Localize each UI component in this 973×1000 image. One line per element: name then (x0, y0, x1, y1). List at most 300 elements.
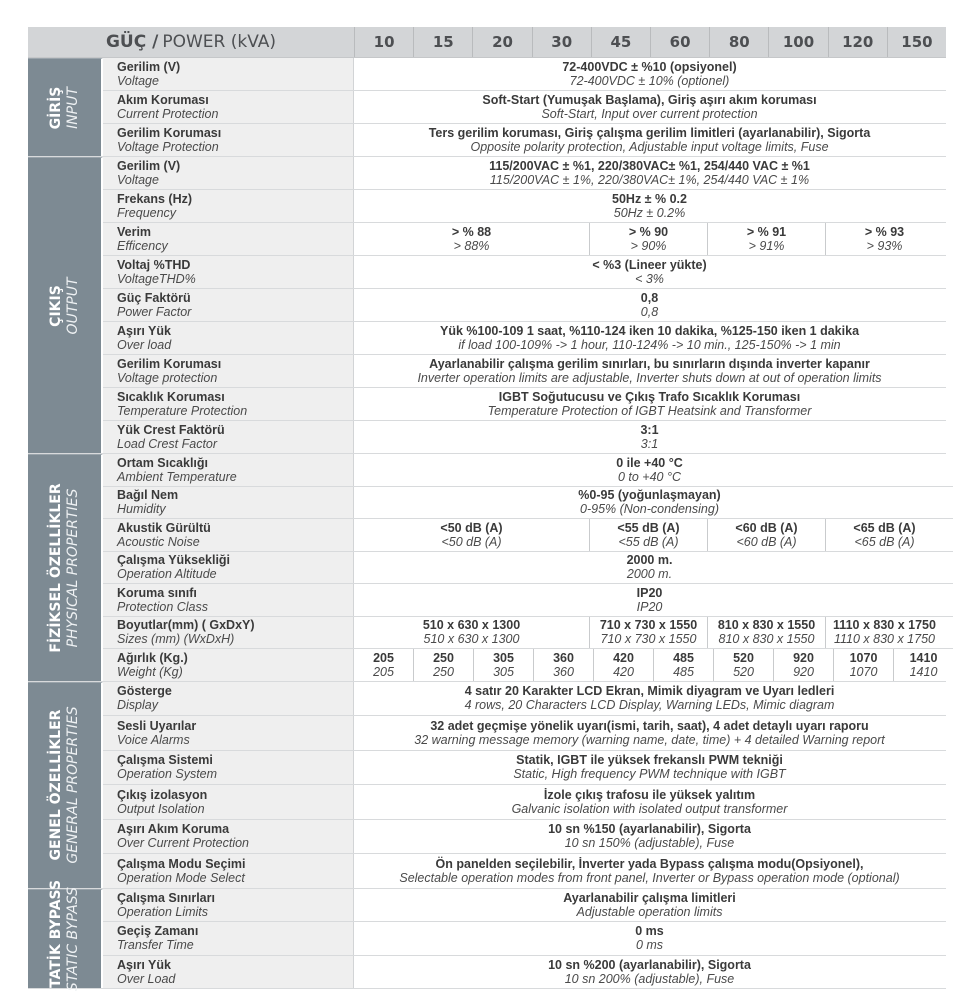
spec-row (103, 454, 953, 486)
spec-value-tr: 485 (673, 650, 694, 665)
spec-value-en: 32 warning message memory (warning name, date, time) + 4 detailed Warning report (414, 732, 885, 747)
spec-values (354, 584, 953, 616)
power-column-header: 80 (709, 27, 768, 57)
spec-values (354, 751, 946, 785)
section-title-en: INPUT (64, 86, 81, 129)
spec-label-tr: Çalışma Sistemi (117, 753, 213, 768)
spec-value-tr: IGBT Soğutucusu ve Çıkış Trafo Sıcaklık Koruması (498, 390, 801, 404)
spec-value-cell (833, 649, 893, 681)
spec-label (103, 124, 354, 156)
spec-values (354, 854, 946, 888)
section-title (48, 86, 82, 129)
spec-label (103, 716, 354, 750)
spec-value-en: <60 dB (A) (736, 534, 797, 549)
spec-values (354, 454, 953, 486)
spec-row (103, 715, 946, 750)
spec-value-tr: Ön panelden seçilebilir, İnverter yada Bypass çalışma modu(Opsiyonel), (435, 856, 864, 871)
spec-value-tr: 710 x 730 x 1550 (599, 618, 698, 633)
spec-table (28, 27, 946, 998)
spec-value-tr: 50Hz ± % 0.2 (612, 192, 687, 206)
spec-label-tr: Çıkış izolasyon (117, 787, 208, 802)
spec-row (103, 420, 946, 453)
spec-value-tr: Statik, IGBT ile yüksek frekanslı PWM tekniği (516, 753, 783, 768)
spec-value-tr: 1410 (909, 650, 938, 665)
spec-value-tr: 520 (733, 650, 754, 665)
spec-value-cell (589, 617, 707, 649)
spec-value-cell (354, 584, 945, 616)
spec-row (103, 682, 946, 716)
spec-value-en: < 3% (635, 272, 664, 286)
spec-value-cell (825, 617, 943, 649)
spec-label-en: Load Crest Factor (117, 437, 218, 451)
spec-row (103, 90, 946, 123)
spec-value-tr: 250 (433, 650, 454, 665)
section-title-en: GENERAL PROPERTIES (64, 706, 81, 864)
spec-value-en: <65 dB (A) (854, 534, 915, 549)
spec-label-tr: Frekans (Hz) (117, 192, 193, 206)
spec-value-en: <50 dB (A) (441, 534, 502, 549)
spec-label (103, 617, 354, 649)
section-output (28, 157, 946, 454)
spec-label-tr: Ağırlık (Kg.) (117, 650, 188, 665)
spec-value-tr: <55 dB (A) (617, 520, 680, 535)
section-title-en: STATIC BYPASS (64, 886, 81, 991)
spec-label-en: Humidity (117, 502, 166, 517)
spec-row (103, 58, 946, 90)
spec-value-en: IP20 (636, 599, 663, 614)
spec-label-en: Weight (Kg) (117, 664, 183, 679)
spec-values (354, 785, 946, 819)
spec-label (103, 223, 354, 255)
spec-label-en: Over load (117, 338, 172, 352)
power-column-header: 20 (472, 27, 531, 57)
spec-label-tr: Aşırı Yük (117, 957, 171, 972)
spec-label (103, 256, 354, 288)
spec-value-en: Soft-Start, Input over current protection (541, 107, 758, 121)
spec-row (103, 819, 946, 854)
spec-label (103, 552, 354, 584)
spec-value-cell (354, 519, 589, 551)
spec-value-cell (354, 649, 413, 681)
spec-value-en: 0 to +40 °C (617, 469, 682, 484)
spec-label-tr: Sesli Uyarılar (117, 718, 197, 733)
spec-value-cell (354, 889, 945, 922)
spec-value-tr: 0 ile +40 °C (616, 455, 683, 470)
spec-value-en: 1110 x 830 x 1750 (833, 632, 935, 647)
spec-value-en: 50Hz ± 0.2% (613, 206, 686, 220)
spec-value-cell (354, 322, 945, 354)
spec-label-en: Temperature Protection (117, 404, 248, 418)
spec-value-cell (773, 649, 833, 681)
spec-values (354, 388, 946, 420)
spec-value-en: 1410 (909, 664, 938, 679)
spec-label (103, 322, 354, 354)
spec-values (354, 190, 946, 222)
spec-value-en: 510 x 630 x 1300 (423, 632, 520, 647)
spec-value-cell (825, 223, 943, 255)
spec-label-tr: Akım Koruması (117, 93, 209, 107)
spec-values (354, 256, 946, 288)
spec-row (103, 583, 953, 616)
section-input (28, 58, 946, 157)
spec-row (103, 518, 953, 551)
spec-value-cell (354, 124, 945, 156)
spec-row (103, 387, 946, 420)
spec-value-cell (707, 519, 825, 551)
spec-value-tr: 420 (613, 650, 634, 665)
spec-value-tr: Ayarlanabilir çalışma gerilim sınırları, bu sınırların dışında inverter kapanır (429, 357, 870, 371)
spec-value-en: 0-95% (Non-condensing) (580, 502, 719, 517)
spec-label-en: Voltage (117, 74, 159, 88)
spec-value-en: > 90% (630, 239, 667, 253)
power-header-title (28, 27, 354, 57)
spec-value-cell (413, 649, 473, 681)
power-column-header: 45 (591, 27, 650, 57)
spec-value-cell (354, 223, 589, 255)
spec-label-en: Efficency (117, 239, 168, 253)
spec-label-tr: Sıcaklık Koruması (117, 390, 225, 404)
spec-label-en: Operation Limits (117, 904, 209, 919)
spec-label (103, 889, 354, 922)
spec-label-tr: Gerilim Koruması (117, 357, 222, 371)
spec-value-cell (354, 190, 945, 222)
spec-value-en: 2000 m. (626, 567, 673, 582)
spec-row (103, 648, 953, 681)
spec-value-en: 10 sn 150% (adjustable), Fuse (564, 836, 735, 851)
spec-value-tr: 0 ms (635, 924, 664, 939)
section-title (48, 706, 82, 863)
spec-value-tr: İzole çıkış trafosu ile yüksek yalıtım (543, 787, 756, 802)
spec-label (103, 157, 354, 189)
power-title-tr: GÜÇ / (105, 32, 159, 52)
spec-label-tr: Akustik Gürültü (117, 520, 211, 535)
spec-value-en: 3:1 (640, 437, 659, 451)
spec-value-cell (354, 682, 945, 716)
spec-value-en: 10 sn 200% (adjustable), Fuse (564, 971, 735, 986)
spec-label-en: Protection Class (117, 599, 209, 614)
spec-value-tr: 4 satır 20 Karakter LCD Ekran, Mimik diyagram ve Uyarı ledleri (464, 684, 835, 699)
spec-row (103, 750, 946, 785)
power-column-header: 60 (650, 27, 709, 57)
spec-value-tr: > % 88 (451, 225, 492, 239)
spec-label-en: Acoustic Noise (117, 534, 200, 549)
spec-label-tr: Gerilim (V) (117, 159, 181, 173)
spec-value-tr: <50 dB (A) (440, 520, 503, 535)
spec-label-tr: Aşırı Akım Koruma (117, 822, 230, 837)
spec-value-cell (354, 716, 945, 750)
spec-value-en: 710 x 730 x 1550 (600, 632, 697, 647)
spec-values (354, 922, 946, 955)
section-physical (28, 454, 946, 682)
spec-label-en: Over Current Protection (117, 836, 249, 851)
spec-value-tr: 360 (553, 650, 574, 665)
spec-label (103, 584, 354, 616)
spec-label (103, 519, 354, 551)
spec-label-tr: Çalışma Yüksekliği (117, 553, 231, 568)
spec-values (354, 820, 946, 854)
spec-values (354, 322, 946, 354)
spec-label (103, 956, 354, 989)
spec-values (354, 649, 953, 681)
spec-value-tr: %0-95 (yoğunlaşmayan) (578, 488, 721, 503)
spec-label-en: Operation Mode Select (117, 870, 245, 885)
section-title-tr: STATİK BYPASS (47, 879, 64, 998)
spec-label (103, 289, 354, 321)
spec-value-en: 420 (613, 664, 634, 679)
spec-label-tr: Gerilim (V) (117, 60, 181, 74)
spec-value-en: > 88% (453, 239, 490, 253)
spec-values (354, 289, 946, 321)
spec-value-cell (593, 649, 653, 681)
spec-value-cell (653, 649, 713, 681)
spec-label (103, 854, 354, 888)
spec-value-cell (354, 487, 945, 519)
power-column-header: 150 (887, 27, 946, 57)
spec-row (103, 955, 946, 989)
spec-value-tr: <65 dB (A) (853, 520, 916, 535)
power-column-header: 30 (532, 27, 591, 57)
spec-value-en: 305 (493, 664, 514, 679)
spec-values (354, 617, 953, 649)
section-bypass (28, 879, 946, 998)
spec-value-cell (707, 223, 825, 255)
spec-label (103, 190, 354, 222)
spec-value-tr: Soft-Start (Yumuşak Başlama), Giriş aşırı akım koruması (482, 93, 817, 107)
spec-value-cell (354, 157, 945, 189)
spec-values (354, 956, 946, 989)
spec-values (354, 223, 946, 255)
spec-value-tr: 810 x 830 x 1550 (717, 618, 816, 633)
power-column-header: 100 (768, 27, 827, 57)
spec-label (103, 649, 354, 681)
spec-value-cell (354, 820, 945, 854)
spec-label-tr: Gerilim Koruması (117, 126, 222, 140)
spec-value-tr: > % 93 (864, 225, 905, 239)
spec-label (103, 454, 354, 486)
spec-label-tr: Aşırı Yük (117, 324, 171, 338)
spec-values (354, 157, 946, 189)
spec-label-en: Output Isolation (117, 801, 205, 816)
spec-value-tr: 1110 x 830 x 1750 (833, 618, 936, 633)
spec-value-cell (354, 388, 945, 420)
spec-value-en: Static, High frequency PWM technique with IGBT (513, 767, 786, 782)
spec-value-tr: Ayarlanabilir çalışma limitleri (563, 890, 736, 905)
spec-value-tr: 305 (493, 650, 514, 665)
spec-value-cell (354, 956, 945, 989)
power-columns (354, 27, 946, 57)
spec-label-tr: Yük Crest Faktörü (117, 423, 225, 437)
spec-label-en: Voltage Protection (117, 140, 219, 154)
spec-row (103, 853, 946, 888)
spec-values (354, 91, 946, 123)
spec-value-tr: 72-400VDC ± %10 (opsiyonel) (562, 60, 737, 74)
power-column-header: 10 (354, 27, 413, 57)
spec-value-tr: Yük %100-109 1 saat, %110-124 iken 10 dakika, %125-150 iken 1 dakika (439, 324, 860, 338)
spec-value-en: 205 (373, 664, 394, 679)
spec-value-en: 0 ms (635, 938, 664, 953)
spec-value-tr: 32 adet geçmişe yönelik uyarı(ismi, tarih, saat), 4 adet detaylı uyarı raporu (430, 718, 869, 733)
spec-values (354, 487, 953, 519)
spec-row (103, 551, 953, 584)
spec-value-tr: > % 90 (628, 225, 669, 239)
spec-value-cell (354, 552, 945, 584)
spec-value-tr: < %3 (Lineer yükte) (592, 258, 707, 272)
spec-value-en: Temperature Protection of IGBT Heatsink and Transformer (487, 404, 812, 418)
spec-row (103, 784, 946, 819)
spec-value-tr: 10 sn %150 (ayarlanabilir), Sigorta (548, 822, 751, 837)
spec-value-cell (354, 421, 945, 453)
spec-values (354, 682, 946, 716)
spec-row (103, 189, 946, 222)
spec-value-en: 520 (733, 664, 754, 679)
spec-label-tr: Geçiş Zamanı (117, 924, 199, 939)
spec-row (103, 354, 946, 387)
spec-value-cell (589, 223, 707, 255)
spec-values (354, 552, 953, 584)
spec-value-en: > 91% (748, 239, 785, 253)
spec-values (354, 716, 946, 750)
spec-label-en: Voltage (117, 173, 159, 187)
spec-row (103, 288, 946, 321)
power-title-en: POWER (kVA) (162, 32, 277, 52)
spec-label-en: VoltageTHD% (117, 272, 196, 286)
spec-label-tr: Çalışma Modu Seçimi (117, 856, 246, 871)
spec-value-en: 485 (673, 664, 694, 679)
spec-label-tr: Güç Faktörü (117, 291, 191, 305)
spec-value-tr: <60 dB (A) (735, 520, 798, 535)
spec-value-cell (473, 649, 533, 681)
spec-value-cell (589, 519, 707, 551)
spec-value-en: if load 100-109% -> 1 hour, 110-124% -> 10 min., 125-150% -> 1 min (458, 338, 841, 352)
section-title (48, 880, 82, 998)
spec-label-en: Display (117, 698, 158, 713)
spec-value-cell (354, 58, 945, 90)
spec-value-en: Opposite polarity protection, Adjustable input voltage limits, Fuse (470, 140, 829, 154)
spec-label (103, 58, 354, 90)
spec-value-en: 920 (793, 664, 814, 679)
spec-value-cell (707, 617, 825, 649)
spec-value-tr: 0,8 (640, 291, 659, 305)
spec-value-cell (354, 256, 945, 288)
spec-label-en: Power Factor (117, 305, 192, 319)
spec-label-tr: Çalışma Sınırları (117, 890, 215, 905)
section-title-tr: GENEL ÖZELLİKLER (47, 709, 64, 861)
section-label-output (28, 157, 103, 453)
spec-label-en: Voice Alarms (117, 732, 190, 747)
spec-values (354, 519, 953, 551)
spec-label-en: Voltage protection (117, 371, 218, 385)
spec-row (103, 255, 946, 288)
spec-label-en: Current Protection (117, 107, 219, 121)
spec-value-en: <55 dB (A) (618, 534, 679, 549)
section-title-tr: FİZİKSEL ÖZELLİKLER (47, 483, 64, 653)
section-title-en: OUTPUT (64, 276, 81, 335)
spec-row (103, 616, 953, 649)
spec-label (103, 421, 354, 453)
spec-label-tr: Boyutlar(mm) ( GxDxY) (117, 618, 255, 633)
spec-row (103, 486, 953, 519)
spec-value-cell (354, 355, 945, 387)
spec-value-cell (354, 454, 945, 486)
spec-values (354, 889, 946, 922)
spec-label-en: Sizes (mm) (WxDxH) (117, 632, 235, 647)
spec-label (103, 388, 354, 420)
spec-label (103, 487, 354, 519)
spec-values (354, 421, 946, 453)
spec-label (103, 355, 354, 387)
power-column-header: 15 (413, 27, 472, 57)
spec-value-tr: IP20 (636, 585, 663, 600)
spec-label-tr: Voltaj %THD (117, 258, 191, 272)
spec-value-en: 4 rows, 20 Characters LCD Display, Warning LEDs, Mimic diagram (464, 698, 835, 713)
spec-value-tr: > % 91 (746, 225, 787, 239)
section-title-tr: ÇIKIŞ (47, 284, 64, 327)
spec-label (103, 820, 354, 854)
spec-value-cell (354, 785, 945, 819)
spec-value-en: Galvanic isolation with isolated output transformer (511, 801, 788, 816)
spec-row (103, 889, 946, 922)
spec-value-en: 72-400VDC ± 10% (optionel) (569, 74, 730, 88)
section-label-physical (28, 454, 103, 681)
section-title-en: PHYSICAL PROPERTIES (64, 488, 81, 648)
spec-value-tr: 920 (793, 650, 814, 665)
section-title (48, 277, 82, 334)
spec-value-cell (354, 854, 945, 888)
section-label-input (28, 58, 103, 156)
spec-value-en: Inverter operation limits are adjustable, Inverter shuts down at out of operation limits (417, 371, 882, 385)
power-column-header: 120 (828, 27, 887, 57)
spec-values (354, 124, 946, 156)
spec-value-cell (825, 519, 943, 551)
spec-label-en: Ambient Temperature (117, 469, 237, 484)
spec-value-cell (354, 289, 945, 321)
spec-value-en: Selectable operation modes from front panel, Inverter or Bypass operation mode (optional) (399, 870, 900, 885)
spec-row (103, 222, 946, 255)
spec-value-tr: 1070 (849, 650, 878, 665)
spec-value-tr: 510 x 630 x 1300 (422, 618, 521, 633)
spec-value-tr: 2000 m. (626, 553, 673, 568)
spec-value-en: 250 (433, 664, 454, 679)
spec-value-tr: 115/200VAC ± %1, 220/380VAC± %1, 254/440 VAC ± %1 (489, 159, 810, 173)
spec-label (103, 91, 354, 123)
section-title (48, 483, 82, 652)
spec-value-en: 360 (553, 664, 574, 679)
spec-value-cell (893, 649, 953, 681)
spec-value-cell (354, 617, 589, 649)
section-label-bypass (28, 879, 103, 998)
spec-label-tr: Bağıl Nem (117, 488, 179, 503)
spec-label-en: Operation Altitude (117, 567, 217, 582)
spec-label (103, 785, 354, 819)
section-general (28, 682, 946, 889)
spec-label-tr: Gösterge (117, 684, 172, 699)
spec-row (103, 157, 946, 189)
section-label-general (28, 682, 103, 888)
spec-value-cell (533, 649, 593, 681)
spec-values (354, 58, 946, 90)
spec-label-tr: Ortam Sıcaklığı (117, 455, 209, 470)
spec-value-en: 115/200VAC ± 1%, 220/380VAC± 1%, 254/440 VAC ± 1% (489, 173, 810, 187)
spec-values (354, 355, 946, 387)
spec-label (103, 751, 354, 785)
spec-label (103, 922, 354, 955)
spec-value-en: Adjustable operation limits (576, 904, 723, 919)
spec-value-en: 0,8 (640, 305, 659, 319)
table-header (28, 27, 946, 58)
spec-label-tr: Koruma sınıfı (117, 585, 197, 600)
spec-label-tr: Verim (117, 225, 152, 239)
spec-row (103, 123, 946, 156)
